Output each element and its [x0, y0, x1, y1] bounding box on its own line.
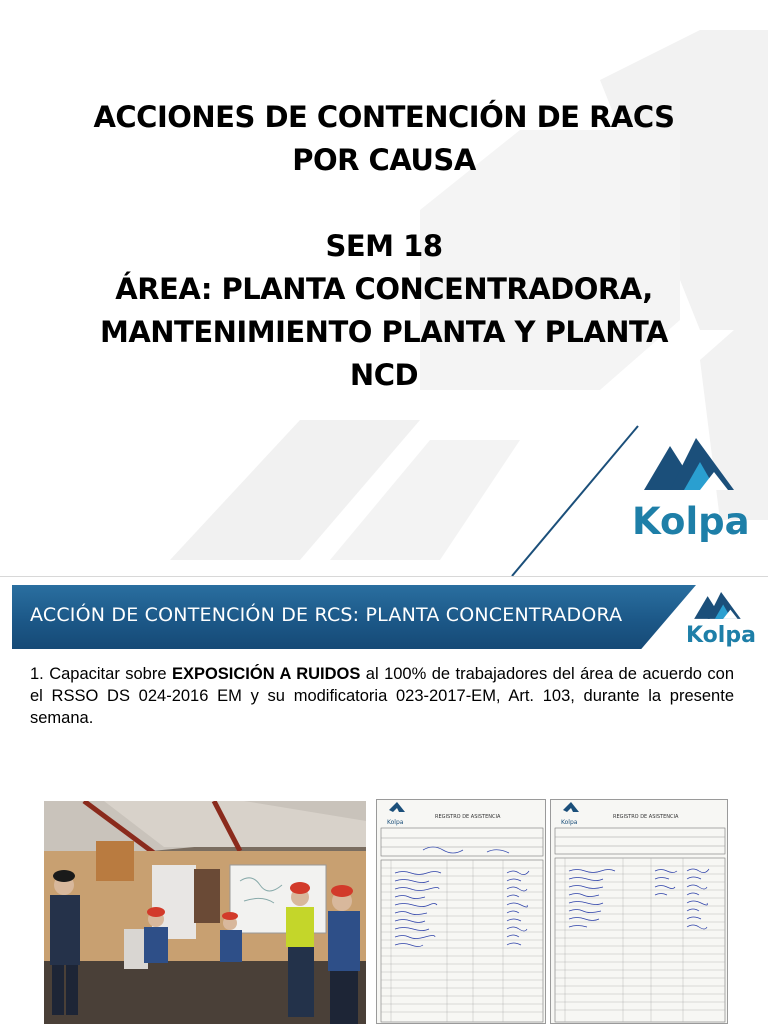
- kolpa-logo: [630, 436, 754, 556]
- form-header: REGISTRO DE ASISTENCIA: [435, 814, 501, 820]
- title-line: ACCIONES DE CONTENCIÓN DE RACS: [93, 100, 675, 134]
- title-line: ÁREA: PLANTA CONCENTRADORA,: [115, 272, 653, 306]
- title-line: MANTENIMIENTO PLANTA Y PLANTA: [99, 315, 669, 349]
- action-text-prefix: 1. Capacitar sobre: [30, 665, 172, 683]
- kolpa-logo-small: [680, 591, 760, 653]
- kolpa-mountain-icon: [694, 591, 744, 621]
- title-spacer: [60, 182, 708, 225]
- form-illustration: [377, 800, 546, 1024]
- banner-title: ACCIÓN DE CONTENCIÓN DE RCS: PLANTA CONCENTRADORA: [30, 604, 623, 626]
- action-description: [30, 663, 734, 729]
- action-text-suffix: al 100% de trabajadores del área de acuerdo con el RSSO DS 024-2016 EM y su modificatoria 023-2017-EM, Art. 103, durante la presente semana.: [30, 665, 734, 727]
- kolpa-mountain-icon: [644, 436, 740, 494]
- title-line: NCD: [349, 358, 419, 392]
- title-line: SEM 18: [325, 229, 443, 263]
- attendance-form-2: [550, 799, 728, 1024]
- svg-text:Kolpa: Kolpa: [561, 819, 578, 826]
- kolpa-wordmark: Kolpa: [686, 623, 756, 648]
- slide-title: [60, 96, 708, 397]
- title-line: POR CAUSA: [292, 143, 476, 177]
- form-header: REGISTRO DE ASISTENCIA: [613, 814, 679, 820]
- section-banner: [12, 585, 696, 649]
- action-text-emphasis: EXPOSICIÓN A RUIDOS: [171, 665, 361, 683]
- attendance-form-1: [376, 799, 546, 1024]
- form-illustration: [551, 800, 728, 1024]
- kolpa-wordmark: Kolpa: [632, 500, 750, 543]
- photo-illustration: [44, 801, 366, 1024]
- action-slide: [0, 577, 768, 1024]
- svg-text:Kolpa: Kolpa: [387, 819, 404, 826]
- training-session-photo: [44, 801, 366, 1024]
